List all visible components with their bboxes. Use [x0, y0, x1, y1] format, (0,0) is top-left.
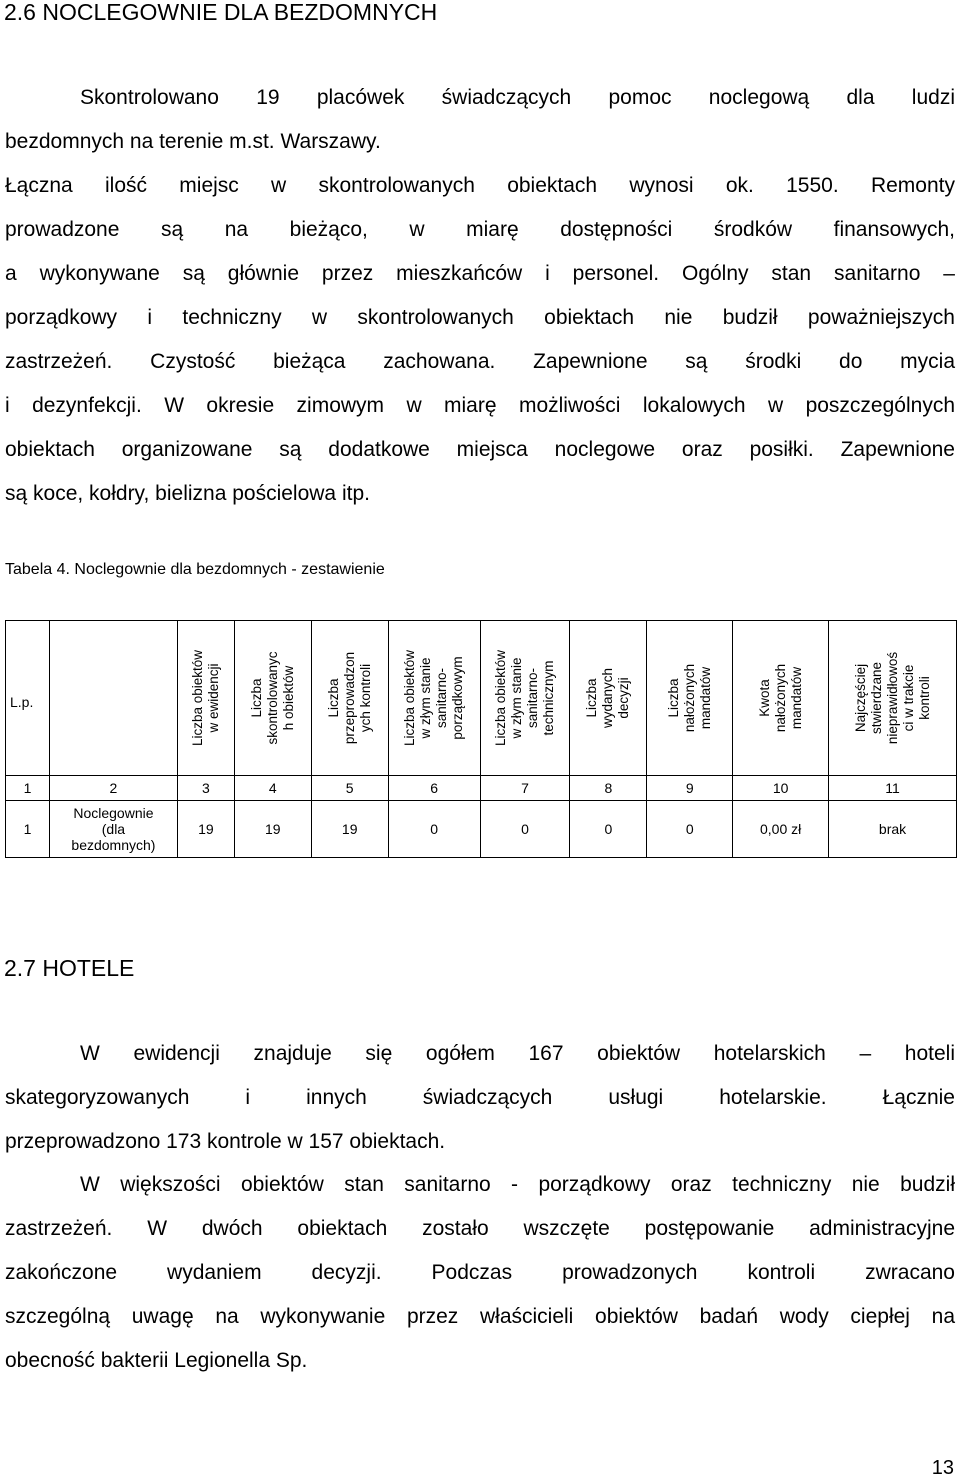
header-cell: Liczba obiektów w ewidencji: [177, 621, 234, 776]
table-cell: 7: [480, 776, 570, 801]
section-paragraph: [5, 76, 955, 516]
header-cell: Liczba obiektów w złym stanie sanitarno- technicznym: [480, 621, 570, 776]
header-cell: Liczba obiektów w złym stanie sanitarno- porządkowym: [388, 621, 480, 776]
text-line: obecność bakterii Legionella Sp.: [5, 1349, 308, 1372]
text-line: przeprowadzono 173 kontrole w 157 obiektach.: [5, 1130, 446, 1153]
table-header-row: [6, 621, 957, 776]
table-number-row: [6, 776, 957, 801]
table-cell: 9: [647, 776, 733, 801]
header-lp: L.p.: [6, 621, 50, 776]
header-cell: Liczba skontrolowanyc h obiektów: [234, 621, 311, 776]
table-cell: 0: [647, 801, 733, 858]
text-line: a wykonywane są głównie przez mieszkańców i personel. Ogólny stan sanitarno –: [5, 262, 955, 285]
section-heading: 2.7 HOTELE: [4, 955, 135, 981]
section-paragraph: [5, 1032, 955, 1164]
text-line: zastrzeżeń. W dwóch obiektach zostało wszczęte postępowanie administracyjne: [5, 1217, 955, 1240]
table-caption: Tabela 4. Noclegownie dla bezdomnych - zestawienie: [5, 561, 385, 578]
text-line: zakończone wydaniem decyzji. Podczas prowadzonych kontroli zwracano: [5, 1261, 955, 1284]
table-cell: 0: [388, 801, 480, 858]
table-cell: 19: [234, 801, 311, 858]
section-paragraph: [5, 1163, 955, 1383]
header-cell: Liczba przeprowadzon ych kontroli: [311, 621, 388, 776]
text-line: skategoryzowanych i innych świadczących usługi hotelarskie. Łącznie: [5, 1086, 955, 1109]
table-cell: 19: [177, 801, 234, 858]
table-cell: 0,00 zł: [733, 801, 829, 858]
summary-table: [5, 620, 957, 858]
text-line: prowadzone są na bieżąco, w miarę dostępności środków finansowych,: [5, 218, 955, 241]
table-cell: 0: [570, 801, 647, 858]
table-cell: 1: [6, 801, 50, 858]
table-cell: brak: [829, 801, 957, 858]
table-row: [6, 801, 957, 858]
section-heading: 2.6 NOCLEGOWNIE DLA BEZDOMNYCH: [4, 0, 438, 25]
header-cell: Liczba nałożonych mandatów: [647, 621, 733, 776]
table-cell: 10: [733, 776, 829, 801]
table-cell: 8: [570, 776, 647, 801]
text-line: Łączna ilość miejsc w skontrolowanych obiektach wynosi ok. 1550. Remonty: [5, 174, 955, 197]
table-cell-name: Noclegownie (dla bezdomnych): [49, 801, 177, 858]
header-cell: Najczęściej stwierdzane nieprawidłowoś ci w trakcie kontroli: [829, 621, 957, 776]
table-cell: 2: [49, 776, 177, 801]
text-line: W większości obiektów stan sanitarno - porządkowy oraz techniczny nie budził: [80, 1173, 955, 1196]
header-name: [49, 621, 177, 776]
page-number: 13: [931, 1457, 954, 1479]
text-line: szczególną uwagę na wykonywanie przez właścicieli obiektów badań wody ciepłej na: [5, 1305, 955, 1328]
table-cell: 1: [6, 776, 50, 801]
table-cell: 5: [311, 776, 388, 801]
header-cell: Kwota nałożonych mandatów: [733, 621, 829, 776]
text-line: bezdomnych na terenie m.st. Warszawy.: [5, 130, 381, 153]
table-cell: 0: [480, 801, 570, 858]
table-cell: 11: [829, 776, 957, 801]
text-line: obiektach organizowane są dodatkowe miejsca noclegowe oraz posiłki. Zapewnione: [5, 438, 955, 461]
text-line: porządkowy i techniczny w skontrolowanych obiektach nie budził poważniejszych: [5, 306, 955, 329]
text-line: Skontrolowano 19 placówek świadczących pomoc noclegową dla ludzi: [80, 86, 955, 109]
text-line: W ewidencji znajduje się ogółem 167 obiektów hotelarskich – hoteli: [80, 1042, 955, 1065]
table-cell: 3: [177, 776, 234, 801]
table-cell: 6: [388, 776, 480, 801]
text-line: są koce, kołdry, bielizna pościelowa itp.: [5, 482, 370, 505]
text-line: i dezynfekcji. W okresie zimowym w miarę możliwości lokalowych w poszczególnych: [5, 394, 955, 417]
header-cell: Liczba wydanych decyzji: [570, 621, 647, 776]
table-cell: 19: [311, 801, 388, 858]
text-line: zastrzeżeń. Czystość bieżąca zachowana. Zapewnione są środki do mycia: [5, 350, 955, 373]
table-cell: 4: [234, 776, 311, 801]
